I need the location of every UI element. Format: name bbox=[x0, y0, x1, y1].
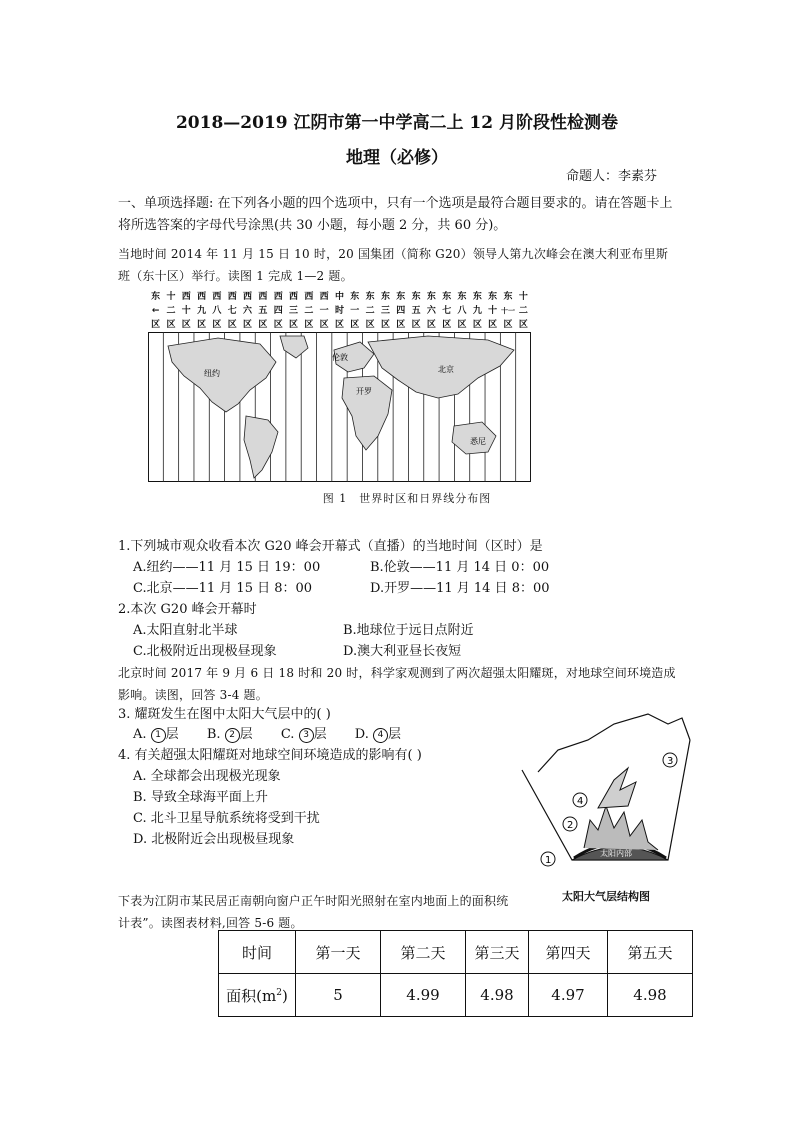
layer-label-4: 4 bbox=[577, 796, 584, 807]
timezone-header bbox=[454, 290, 469, 332]
q2-option-d: D.澳大利亚昼长夜短 bbox=[343, 644, 462, 659]
timezone-header-char: 东 bbox=[472, 292, 482, 302]
exam-title: 2018—2019 江阴市第一中学高二上 12 月阶段性检测卷 bbox=[175, 113, 619, 133]
layer-label-1: 1 bbox=[545, 855, 552, 866]
timezone-header-char: 九 bbox=[197, 306, 207, 316]
sunlight-area-table bbox=[218, 930, 693, 1017]
timezone-header-char: 东 bbox=[365, 292, 375, 302]
city-label-beijing: 北京 bbox=[438, 365, 454, 374]
world-timezone-map bbox=[148, 290, 531, 482]
sun-interior-label: 太阳内部 bbox=[600, 849, 632, 858]
q4-option-a: A. 全球都会出现极光现象 bbox=[133, 769, 281, 784]
intro-paragraph-3: 下表为江阴市某民居正南朝向窗户正午时阳光照射在室内地面上的面积统计表”。读图表材料,回答 5-6 题。 bbox=[118, 894, 509, 930]
timezone-header bbox=[470, 290, 485, 332]
timezone-header-char: 东 bbox=[442, 292, 452, 302]
intro-paragraph-1: 当地时间 2014 年 11 月 15 日 10 时，20 国集团（简称 G20）领导人第九次峰会在澳大利亚布里斯班（东十区）举行。读图 1 完成 1—2 题。 bbox=[118, 247, 669, 283]
timezone-header-char: 西 bbox=[304, 292, 314, 302]
timezone-header-char: 区 bbox=[212, 320, 222, 330]
q3-option-a: A. 1 层 bbox=[133, 727, 179, 742]
timezone-header-char: 区 bbox=[334, 320, 344, 330]
timezone-header-char: 西 bbox=[258, 292, 268, 302]
timezone-header bbox=[378, 290, 393, 332]
timezone-header-char: 八 bbox=[457, 306, 467, 316]
timezone-header-char: 西 bbox=[181, 292, 191, 302]
table-cell: 面积$(m^2)$ bbox=[219, 974, 296, 1017]
q1-option-c: C.北京——11 月 15 日 8：00 bbox=[133, 581, 313, 596]
timezone-header-char: 七 bbox=[227, 306, 237, 316]
timezone-header bbox=[516, 290, 531, 332]
timezone-header bbox=[393, 290, 408, 332]
timezone-header-char: 六 bbox=[426, 306, 436, 316]
timezone-header-char: 区 bbox=[258, 320, 268, 330]
q1-option-d: D.开罗——11 月 14 日 8：00 bbox=[370, 581, 550, 596]
timezone-header bbox=[286, 290, 301, 332]
timezone-header-char: 三 bbox=[380, 306, 390, 316]
table-cell: 4.99 bbox=[381, 974, 466, 1017]
timezone-header bbox=[362, 290, 377, 332]
timezone-header-char: 西 bbox=[319, 292, 329, 302]
timezone-header-char: 十 bbox=[166, 292, 176, 302]
timezone-header-char: 东 bbox=[350, 292, 360, 302]
table-cell: 第三天 bbox=[466, 931, 529, 974]
timezone-header bbox=[225, 290, 240, 332]
timezone-header bbox=[332, 290, 347, 332]
timezone-header-char: 十一 bbox=[501, 307, 516, 315]
q2-option-b: B.地球位于远日点附近 bbox=[343, 623, 474, 638]
timezone-header bbox=[271, 290, 286, 332]
timezone-header-char: 二 bbox=[304, 306, 314, 316]
timezone-header-char: 二 bbox=[518, 306, 528, 316]
timezone-header-char: 区 bbox=[457, 320, 467, 330]
city-label-london: 伦敦 bbox=[332, 353, 348, 362]
timezone-header-char: 九 bbox=[472, 306, 482, 316]
sun-atmosphere-figure bbox=[518, 710, 694, 910]
question-2-stem: 2.本次 G20 峰会开幕时 bbox=[118, 602, 257, 617]
timezone-header-char: 东 bbox=[503, 292, 513, 302]
timezone-header-char: 三 bbox=[289, 306, 299, 316]
timezone-header-char: 时 bbox=[334, 306, 344, 316]
timezone-header bbox=[439, 290, 454, 332]
city-label-sydney: 悉尼 bbox=[470, 437, 486, 446]
timezone-header-char: 八 bbox=[212, 306, 222, 316]
timezone-header-char: 一 bbox=[319, 306, 329, 316]
timezone-header-char: 区 bbox=[411, 320, 421, 330]
timezone-header bbox=[485, 290, 500, 332]
timezone-header-row bbox=[148, 290, 531, 334]
timezone-header bbox=[347, 290, 362, 332]
q4-option-b: B. 导致全球海平面上升 bbox=[133, 790, 268, 805]
timezone-header-char: 十 bbox=[518, 292, 528, 302]
question-3-stem: 3. 耀斑发生在图中太阳大气层中的( ) bbox=[118, 707, 331, 722]
timezone-header-char: 东 bbox=[380, 292, 390, 302]
timezone-header bbox=[301, 290, 316, 332]
table-cell: 第五天 bbox=[608, 931, 693, 974]
table-cell: 第一天 bbox=[296, 931, 381, 974]
map-caption: 图 1 世界时区和日界线分布图 bbox=[322, 492, 492, 505]
timezone-header-char: 区 bbox=[181, 320, 191, 330]
timezone-header-char: 东 bbox=[396, 292, 406, 302]
q4-option-d: D. 北极附近会出现极昼现象 bbox=[133, 832, 295, 847]
exam-subtitle: 地理（必修） bbox=[346, 148, 448, 168]
timezone-header-char: 四 bbox=[273, 306, 283, 316]
timezone-header-char: 西 bbox=[273, 292, 283, 302]
timezone-header-char: 区 bbox=[273, 320, 283, 330]
timezone-header-char: 区 bbox=[319, 320, 329, 330]
timezone-header-char: 区 bbox=[166, 320, 176, 330]
timezone-header bbox=[148, 290, 163, 332]
timezone-header-char: 区 bbox=[151, 320, 161, 330]
timezone-header-char: 区 bbox=[227, 320, 237, 330]
timezone-header-char: 六 bbox=[243, 306, 253, 316]
timezone-header-char: 西 bbox=[227, 292, 237, 302]
timezone-header bbox=[500, 290, 515, 332]
timezone-header-char: 区 bbox=[503, 320, 513, 330]
timezone-header-char: 区 bbox=[289, 320, 299, 330]
timezone-header-char: 七 bbox=[442, 306, 452, 316]
section-heading: 一、单项选择题: 在下列各小题的四个选项中，只有一个选项是最符合题目要求的。请在答题卡上将所选答案的字母代号涂黑(共 30 小题，每小题 2 分，共 60 分)。 bbox=[118, 196, 673, 233]
q3-option-b: B. 2 层 bbox=[206, 727, 253, 742]
timezone-header-char: 东 bbox=[411, 292, 421, 302]
timezone-header-char: 东 bbox=[488, 292, 498, 302]
timezone-header-char: 东 bbox=[151, 292, 161, 302]
timezone-header-char: 西 bbox=[243, 292, 253, 302]
sun-atmosphere-drawing bbox=[518, 710, 694, 886]
table-cell: 4.98 bbox=[608, 974, 693, 1017]
intro-paragraph-2: 北京时间 2017 年 9 月 6 日 18 时和 20 时，科学家观测到了两次超强太阳耀斑，对地球空间环境造成影响。读图，回答 3-4 题。 bbox=[118, 666, 676, 702]
timezone-header-char: 十 bbox=[181, 306, 191, 316]
timezone-header bbox=[194, 290, 209, 332]
table-row bbox=[219, 974, 693, 1017]
q3-options-row bbox=[133, 724, 401, 745]
timezone-header-char: 区 bbox=[304, 320, 314, 330]
world-map-drawing bbox=[148, 332, 531, 482]
q3-option-d: D. 4 层 bbox=[354, 727, 401, 742]
table-cell: 时间 bbox=[219, 931, 296, 974]
timezone-header-char: 中 bbox=[334, 292, 344, 302]
city-label-newyork: 纽约 bbox=[204, 369, 220, 378]
timezone-header-char: 区 bbox=[518, 320, 528, 330]
table-cell: 第二天 bbox=[381, 931, 466, 974]
q1-option-b: B.伦敦——11 月 14 日 0：00 bbox=[370, 560, 550, 575]
timezone-header-char: 区 bbox=[197, 320, 207, 330]
timezone-header bbox=[209, 290, 224, 332]
table-cell: 4.97 bbox=[529, 974, 608, 1017]
timezone-header-char: 一 bbox=[350, 306, 360, 316]
question-4-stem: 4. 有关超强太阳耀斑对地球空间环境造成的影响有( ) bbox=[118, 748, 422, 763]
q4-option-c: C. 北斗卫星导航系统将受到干扰 bbox=[133, 811, 320, 826]
author-line: 命题人：李素芬 bbox=[566, 169, 658, 184]
timezone-header-char: 区 bbox=[380, 320, 390, 330]
timezone-header-char: 五 bbox=[411, 306, 421, 316]
timezone-header bbox=[255, 290, 270, 332]
timezone-header-char: 区 bbox=[350, 320, 360, 330]
timezone-header-char: 四 bbox=[396, 306, 406, 316]
timezone-header-char: 西 bbox=[212, 292, 222, 302]
q1-option-a: A.纽约——11 月 15 日 19：00 bbox=[133, 560, 321, 575]
timezone-header bbox=[163, 290, 178, 332]
timezone-header-char: 区 bbox=[488, 320, 498, 330]
timezone-header-char: 二 bbox=[365, 306, 375, 316]
table-row bbox=[219, 931, 693, 974]
q2-option-c: C.北极附近出现极昼现象 bbox=[133, 644, 277, 659]
timezone-header bbox=[179, 290, 194, 332]
timezone-header-char: 东 bbox=[457, 292, 467, 302]
table-cell: 4.98 bbox=[466, 974, 529, 1017]
timezone-header-char: 十 bbox=[488, 306, 498, 316]
timezone-header-char: 区 bbox=[243, 320, 253, 330]
timezone-header-char: 区 bbox=[396, 320, 406, 330]
timezone-header bbox=[240, 290, 255, 332]
timezone-header bbox=[317, 290, 332, 332]
q2-option-a: A.太阳直射北半球 bbox=[133, 623, 238, 638]
timezone-header-char: 五 bbox=[258, 306, 268, 316]
table-cell: 第四天 bbox=[529, 931, 608, 974]
table-cell: 5 bbox=[296, 974, 381, 1017]
timezone-header-char: 西 bbox=[197, 292, 207, 302]
timezone-header-char: 区 bbox=[365, 320, 375, 330]
timezone-header-char: ← bbox=[151, 306, 160, 316]
city-label-cairo: 开罗 bbox=[356, 387, 372, 396]
layer-label-3: 3 bbox=[667, 756, 674, 767]
timezone-header-char: 区 bbox=[442, 320, 452, 330]
timezone-header-char: 二 bbox=[166, 306, 176, 316]
sun-figure-caption: 太阳大气层结构图 bbox=[562, 890, 650, 903]
timezone-header-char: 区 bbox=[472, 320, 482, 330]
timezone-header bbox=[408, 290, 423, 332]
timezone-header-char: 西 bbox=[289, 292, 299, 302]
layer-label-2: 2 bbox=[567, 820, 574, 831]
timezone-header-char: 区 bbox=[426, 320, 436, 330]
timezone-header-char: 东 bbox=[426, 292, 436, 302]
question-1-stem: 1.下列城市观众收看本次 G20 峰会开幕式（直播）的当地时间（区时）是 bbox=[118, 539, 543, 554]
q3-option-c: C. 3 层 bbox=[280, 727, 327, 742]
timezone-header bbox=[424, 290, 439, 332]
